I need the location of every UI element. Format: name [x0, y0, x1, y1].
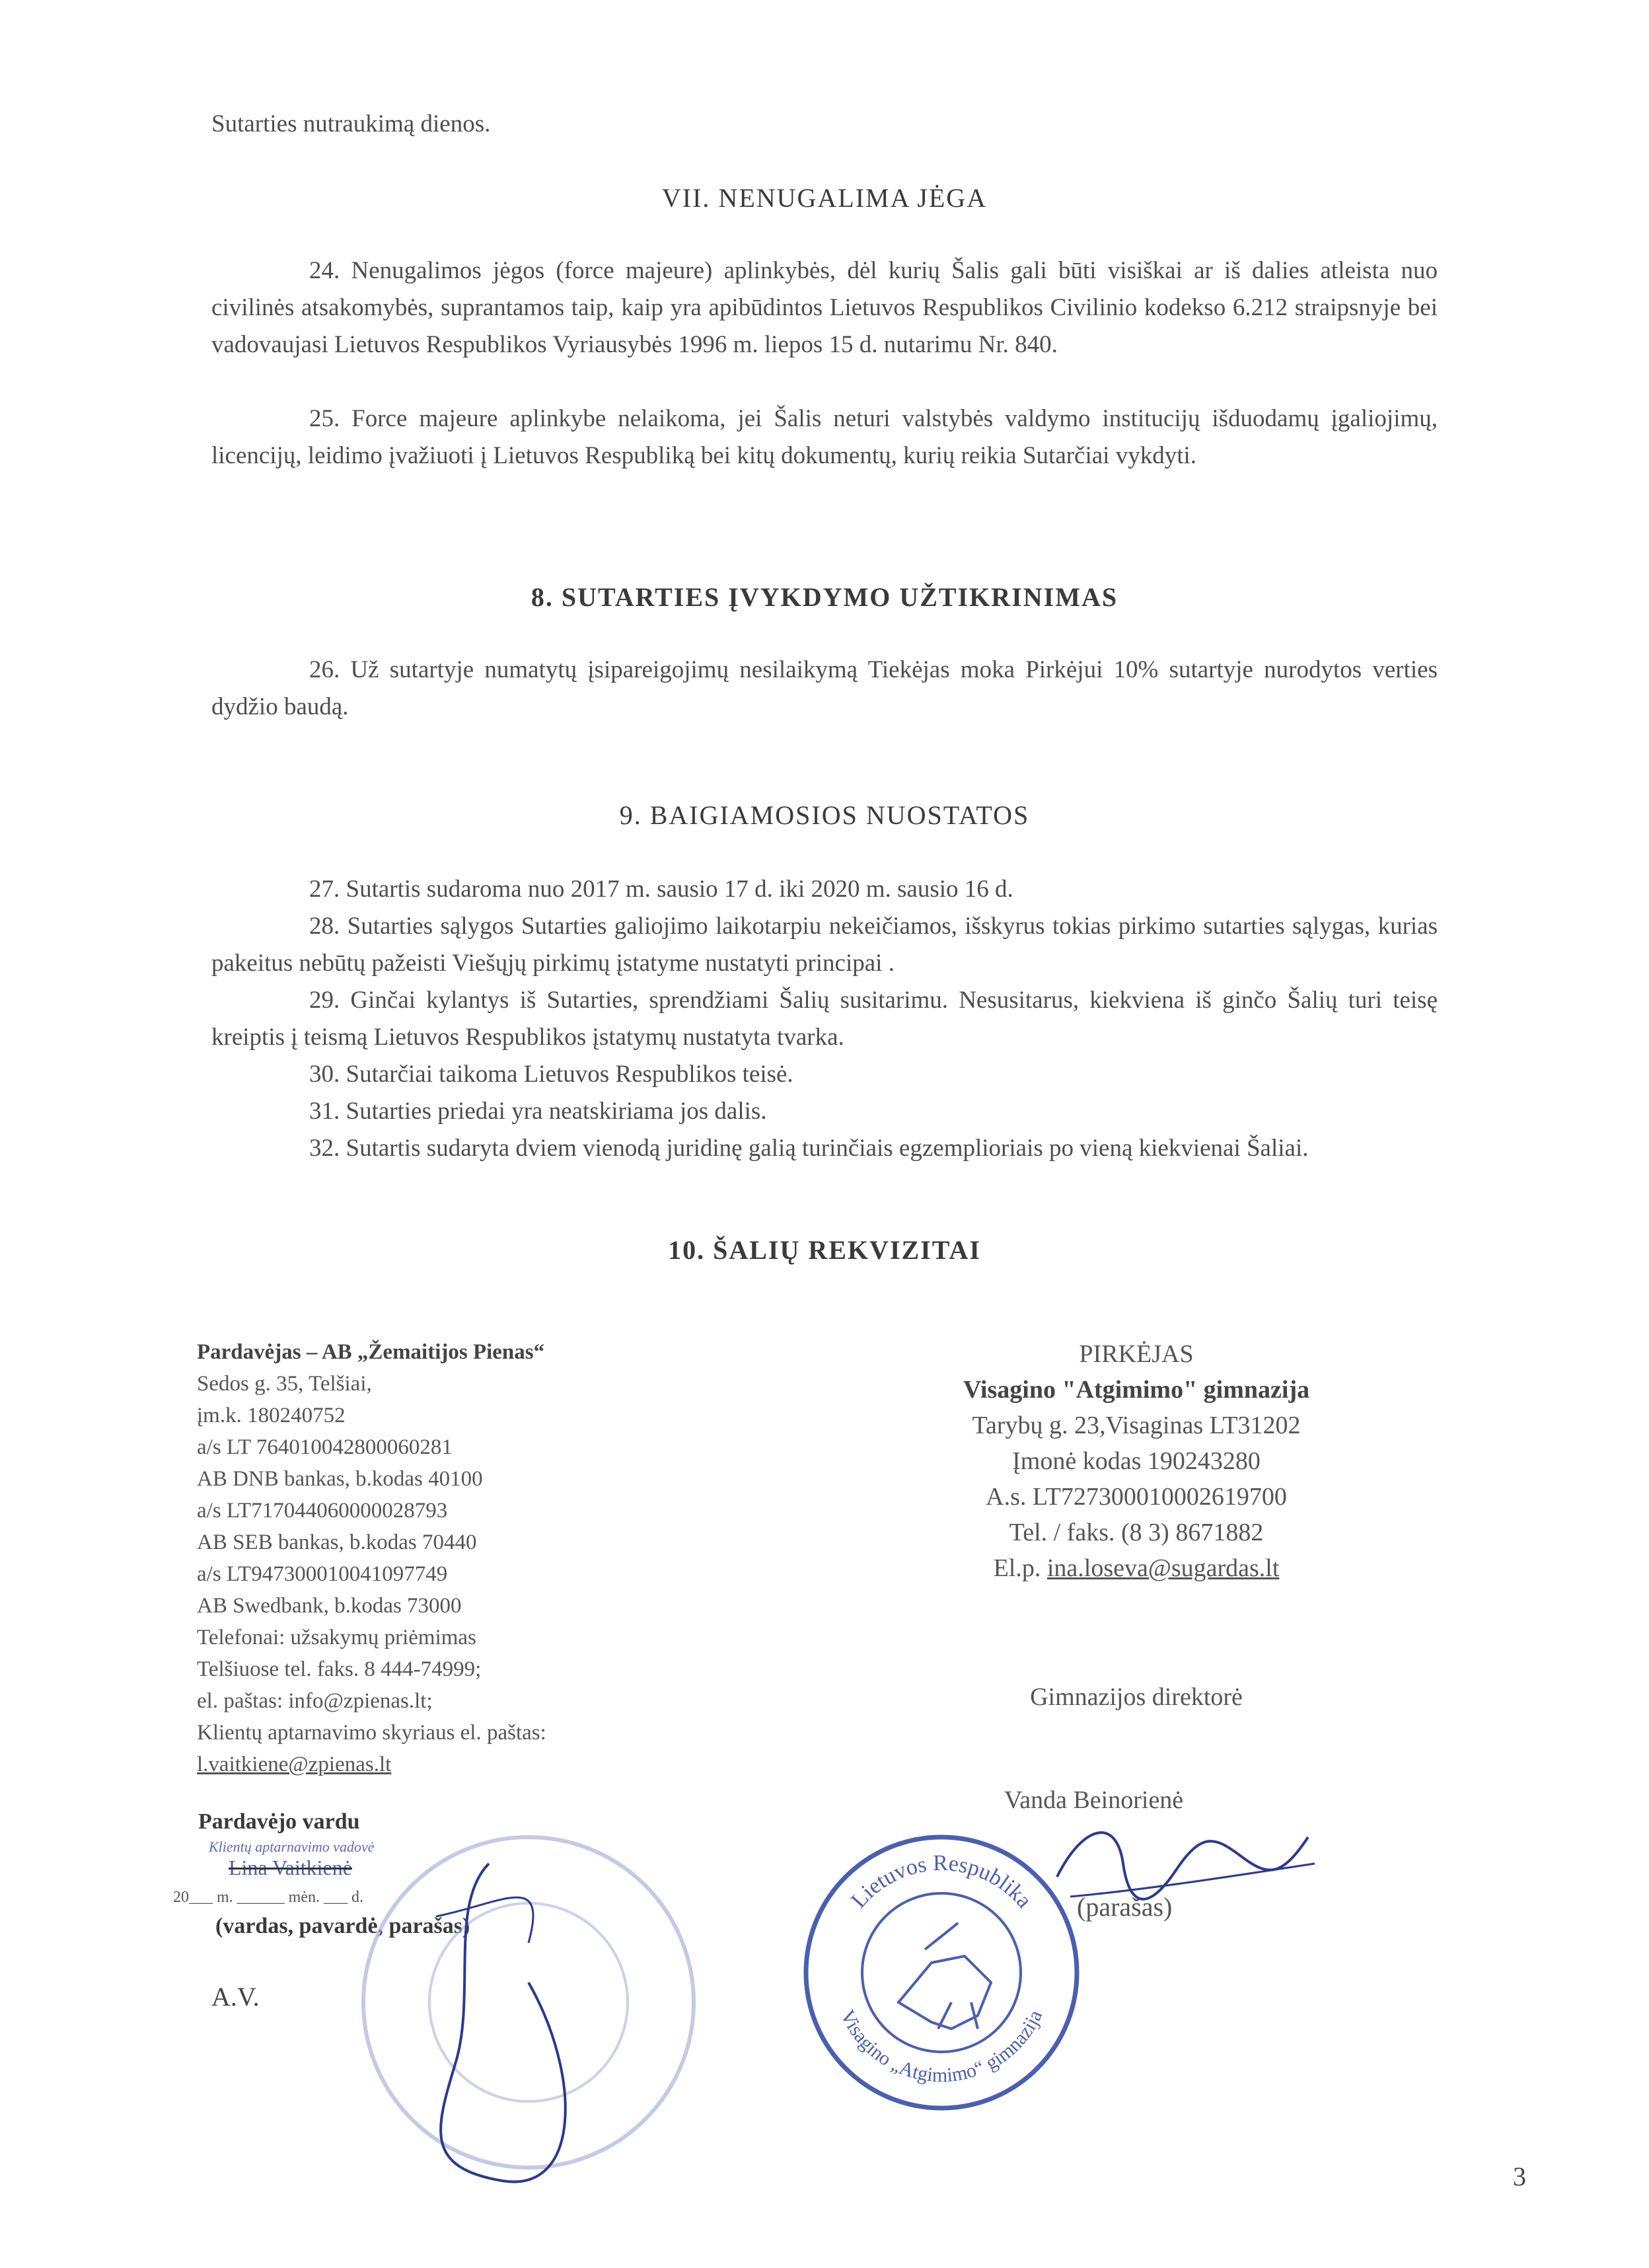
seller-line: AB DNB bankas, b.kodas 40100 [197, 1467, 483, 1491]
seller-sign-header: Pardavėjo vardu [198, 1809, 360, 1834]
svg-text:Lietuvos Respublika [846, 1851, 1037, 1913]
seller-line: a/s LT947300010041097749 [197, 1562, 448, 1586]
buyer-name: Visagino "Atgimimo" gimnazija [963, 1376, 1310, 1404]
seller-sign-caption: (vardas, pavardė, parašas) [215, 1914, 470, 1938]
buyer-line: Tarybų g. 23,Visaginas LT31202 [972, 1412, 1301, 1439]
seller-details [197, 1336, 791, 1780]
seller-line: Sedos g. 35, Telšiai, [197, 1372, 372, 1396]
buyer-email-row [806, 1550, 1467, 1586]
seller-date-line: 20___ m. ______ mėn. ___ d. [173, 1889, 363, 1906]
seller-email-link[interactable]: l.vaitkiene@zpienas.lt [197, 1753, 392, 1776]
section-8-title: 8. SUTARTIES ĮVYKDYMO UŽTIKRINIMAS [531, 582, 1118, 612]
seller-line: Telšiuose tel. faks. 8 444-74999; [197, 1657, 482, 1681]
seller-sign-name: Lina Vaitkienė [229, 1856, 352, 1879]
paragraph-27: 27. Sutartis sudaroma nuo 2017 m. sausio 17 d. iki 2020 m. sausio 16 d. [309, 876, 1013, 903]
seller-line: Klientų aptarnavimo skyriaus el. paštas: [197, 1721, 546, 1745]
continuation-line: Sutarties nutraukimą dienos. [211, 110, 491, 137]
buyer-line: A.s. LT727300010002619700 [986, 1483, 1287, 1511]
paragraph-32: 32. Sutartis sudaryta dviem vienodą juridinę galią turinčiais egzemplioriais po vieną kiekvienai Šaliai. [309, 1135, 1309, 1162]
page-number: 3 [1513, 2162, 1526, 2191]
seller-line: a/s LT717044060000028793 [197, 1499, 448, 1523]
buyer-email-prefix: El.p. [993, 1554, 1047, 1582]
seller-stamp-icon [330, 1824, 727, 2194]
buyer-details [806, 1336, 1467, 1586]
section-7-title: VII. NENUGALIMA JĖGA [661, 183, 988, 213]
seller-av-label: A.V. [211, 1982, 260, 2012]
seller-line: a/s LT 764010042800060281 [197, 1435, 453, 1459]
buyer-stamp-icon [799, 1831, 1083, 2115]
seller-line: AB Swedbank, b.kodas 73000 [197, 1594, 462, 1618]
buyer-signature-icon [1044, 1797, 1321, 1930]
buyer-email-link[interactable]: ina.loseva@sugardas.lt [1046, 1554, 1280, 1582]
buyer-title: PIRKĖJAS [1079, 1340, 1194, 1368]
paragraph-26: 26. Už sutartyje numatytų įsipareigojimų nesilaikymą Tiekėjas moka Pirkėjui 10% sutartyje nurodytos verties dydžio baudą. [211, 656, 1438, 720]
buyer-director-name: Vanda Beinorienė [1004, 1786, 1184, 1814]
buyer-line: Įmonė kodas 190243280 [1012, 1447, 1261, 1475]
buyer-stamp-inner-text: Visagino „Atgimimo“ gimnazija [836, 2006, 1047, 2087]
seller-title: Pardavėjas – AB „Žemaitijos Pienas“ [197, 1340, 545, 1364]
buyer-sign-caption: (parašas) [1077, 1892, 1173, 1922]
paragraph-31: 31. Sutarties priedai yra neatskiriama jos dalis. [309, 1098, 767, 1125]
buyer-line: Tel. / faks. (8 3) 8671882 [1009, 1519, 1264, 1546]
section-9-title: 9. BAIGIAMOSIOS NUOSTATOS [619, 800, 1030, 830]
buyer-director-title: Gimnazijos direktorė [1030, 1683, 1243, 1711]
svg-text:Visagino „Atgimimo“ gimnazija [836, 2006, 1046, 2086]
paragraph-29: 29. Ginčai kylantys iš Sutarties, sprendžiami Šalių susitarimu. Nesusitarus, kiekviena iš ginčo Šalių turi teisę kreiptis į teismą Lietuvos Respublikos įstatymų nustatyta tvarka. [211, 987, 1438, 1051]
section-10-title: 10. ŠALIŲ REKVIZITAI [668, 1235, 981, 1265]
paragraph-30: 30. Sutarčiai taikoma Lietuvos Respublikos teisė. [309, 1061, 793, 1088]
seller-line: Telefonai: užsakymų priėmimas [197, 1626, 476, 1649]
buyer-stamp-outer-text: Lietuvos Respublika [846, 1850, 1037, 1913]
paragraph-25: 25. Force majeure aplinkybe nelaikoma, jei Šalis neturi valstybės valdymo institucijų išduodamų įgaliojimų, licencijų, leidimo įvažiuoti į Lietuvos Respubliką bei kitų dokumentų, kurių reikia Sutarčiai vykdyti. [211, 405, 1438, 469]
seller-sign-role: Klientų aptarnavimo vadovė [209, 1838, 375, 1855]
paragraph-24: 24. Nenugalimos jėgos (force majeure) aplinkybės, dėl kurių Šalis gali būti visiškai ar iš dalies atleista nuo civilinės atsakomybės, suprantamos taip, kaip yra apibūdintos Lietuvos Respublikos Civilinio kodekso 6.212 straipsnyje bei vadovaujasi Lietuvos Respublikos Vyriausybės 1996 m. liepos 15 d. nutarimu Nr. 840. [211, 257, 1438, 358]
seller-line: įm.k. 180240752 [197, 1404, 346, 1427]
seller-line: el. paštas: info@zpienas.lt; [197, 1689, 433, 1713]
paragraph-28: 28. Sutarties sąlygos Sutarties galiojimo laikotarpiu nekeičiamos, išskyrus tokias pirkimo sutarties sąlygas, kurias pakeitus nebūtų pažeisti Viešųjų pirkimų įstatyme nustatyti principai . [211, 913, 1438, 977]
seller-line: AB SEB bankas, b.kodas 70440 [197, 1531, 477, 1554]
